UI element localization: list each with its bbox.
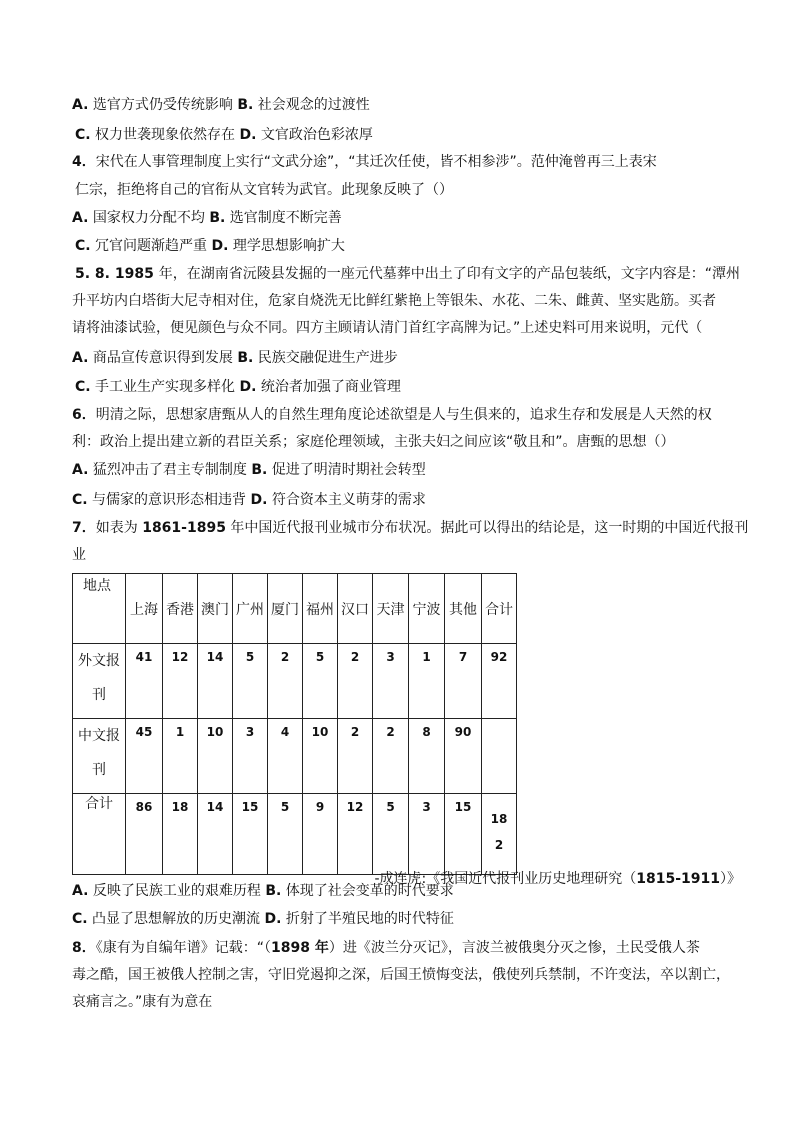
q5-stem-line3: 请将油漆试验，便见颜色与众不同。四方主顾请认清门首红字高牌为记。”上述史料可用来说明，元代（	[72, 320, 703, 336]
table-cell: 3	[233, 719, 268, 794]
table-cell: 10	[303, 719, 338, 794]
table-cell: 15	[445, 794, 482, 875]
q8-stem-line2: 毒之酷，国王被俄人控制之害，守旧党遏抑之深，后国王愤悔变法，俄使列兵禁制，不许变法，卒以割亡，	[72, 967, 730, 983]
row-label: 中文报刊	[73, 719, 126, 794]
table-cell: 92	[482, 644, 517, 719]
table-cell: 10	[198, 719, 233, 794]
q7-stem-line2: 业	[72, 547, 86, 563]
table-cell: 1	[163, 719, 198, 794]
city-header: 宁波	[409, 574, 445, 644]
q6-stem-line1: 6．明清之际，思想家唐甄从人的自然生理角度论述欲望是人与生俱来的，追求生存和发展是人天然的权	[72, 407, 712, 423]
row-label: 合计	[73, 794, 126, 875]
q5-options-ab: A. 商品宣传意识得到发展 B. 民族交融促进生产进步	[72, 350, 398, 366]
table-cell: 3	[373, 644, 409, 719]
table-cell: 18	[163, 794, 198, 875]
table-cell: 182	[482, 794, 517, 875]
table-cell: 4	[268, 719, 303, 794]
city-header: 香港	[163, 574, 198, 644]
newspaper-distribution-table	[72, 573, 517, 875]
table-cell: 15	[233, 794, 268, 875]
table-cell: 90	[445, 719, 482, 794]
table-cell	[482, 719, 517, 794]
table-cell: 2	[338, 719, 373, 794]
city-header: 合计	[482, 574, 517, 644]
table-cell: 5	[233, 644, 268, 719]
row-label: 外文报刊	[73, 644, 126, 719]
q3-options-cd: C. 权力世袭现象依然存在 D. 文官政治色彩浓厚	[75, 127, 373, 143]
table-corner-cell: 地点	[73, 574, 126, 644]
q6-options-cd: C. 与儒家的意识形态相违背 D. 符合资本主义萌芽的需求	[72, 492, 426, 508]
table-cell: 12	[163, 644, 198, 719]
table-cell: 2	[338, 644, 373, 719]
table-row	[73, 644, 517, 719]
table-cell: 7	[445, 644, 482, 719]
table-cell: 86	[126, 794, 163, 875]
table-cell: 5	[373, 794, 409, 875]
city-header: 上海	[126, 574, 163, 644]
table-cell: 14	[198, 794, 233, 875]
city-header: 厦门	[268, 574, 303, 644]
q4-stem-line1: 4．宋代在人事管理制度上实行“文武分途”，“其迁次任使，皆不相参涉”。范仲淹曾再三上表宋	[72, 154, 657, 170]
q8-stem-line1: 8．《康有为自编年谱》记载：“（1898 年）进《波兰分灭记》，言波兰被俄奥分灭之惨，土民受俄人茶	[72, 940, 700, 956]
q3-options-ab: A. 选官方式仍受传统影响 B. 社会观念的过渡性	[72, 97, 370, 113]
city-header: 其他	[445, 574, 482, 644]
q4-options-cd: C. 冗官问题渐趋严重 D. 理学思想影响扩大	[75, 238, 345, 254]
table-row	[73, 794, 517, 875]
table-cell: 9	[303, 794, 338, 875]
table-cell: 41	[126, 644, 163, 719]
q6-stem-line2: 利：政治上提出建立新的君臣关系；家庭伦理领域，主张夫妇之间应该“敬且和”。唐甄的思想（）	[72, 434, 675, 450]
table-cell: 8	[409, 719, 445, 794]
q4-stem-line2: 仁宗，拒绝将自己的官衔从文官转为武官。此现象反映了（）	[75, 182, 453, 198]
q7-stem-line1: 7．如表为 1861-1895 年中国近代报刊业城市分布状况。据此可以得出的结论是，这一时期的中国近代报刊	[72, 520, 749, 536]
q7-options-cd: C. 凸显了思想解放的历史潮流 D. 折射了半殖民地的时代特征	[72, 911, 454, 927]
q6-options-ab: A. 猛烈冲击了君主专制制度 B. 促进了明清时期社会转型	[72, 462, 426, 478]
table-cell: 1	[409, 644, 445, 719]
table-source-citation: -成连虎:《我国近代报刊业历史地理研究（1815-1911）》	[374, 871, 741, 887]
table-cell: 2	[373, 719, 409, 794]
city-header: 广州	[233, 574, 268, 644]
q5-stem-line1: 5. 8. 1985 年，在湖南省沅陵县发掘的一座元代墓葬中出土了印有文字的产品包装纸，文字内容是：“潭州	[75, 266, 740, 282]
city-header: 汉口	[338, 574, 373, 644]
q5-options-cd: C. 手工业生产实现多样化 D. 统治者加强了商业管理	[75, 379, 401, 395]
q8-stem-line3: 哀痛言之。”康有为意在	[72, 994, 213, 1010]
city-header: 福州	[303, 574, 338, 644]
table-cell: 3	[409, 794, 445, 875]
table-header-row	[73, 574, 517, 644]
q4-options-ab: A. 国家权力分配不均 B. 选官制度不断完善	[72, 210, 342, 226]
table-cell: 12	[338, 794, 373, 875]
table-row	[73, 719, 517, 794]
q5-stem-line2: 升平坊内白塔街大尼寺相对住，危家自烧洗无比鲜红紫艳上等银朱、水花、二朱、雌黄、坚实匙筋。买者	[72, 293, 716, 309]
city-header: 澳门	[198, 574, 233, 644]
table-cell: 14	[198, 644, 233, 719]
city-header: 天津	[373, 574, 409, 644]
q7-options-ab: A. 反映了民族工业的艰难历程 B. 体现了社会变革的时代要求	[72, 883, 454, 899]
table-cell: 2	[268, 644, 303, 719]
table-cell: 5	[303, 644, 338, 719]
table-cell: 5	[268, 794, 303, 875]
table-cell: 45	[126, 719, 163, 794]
